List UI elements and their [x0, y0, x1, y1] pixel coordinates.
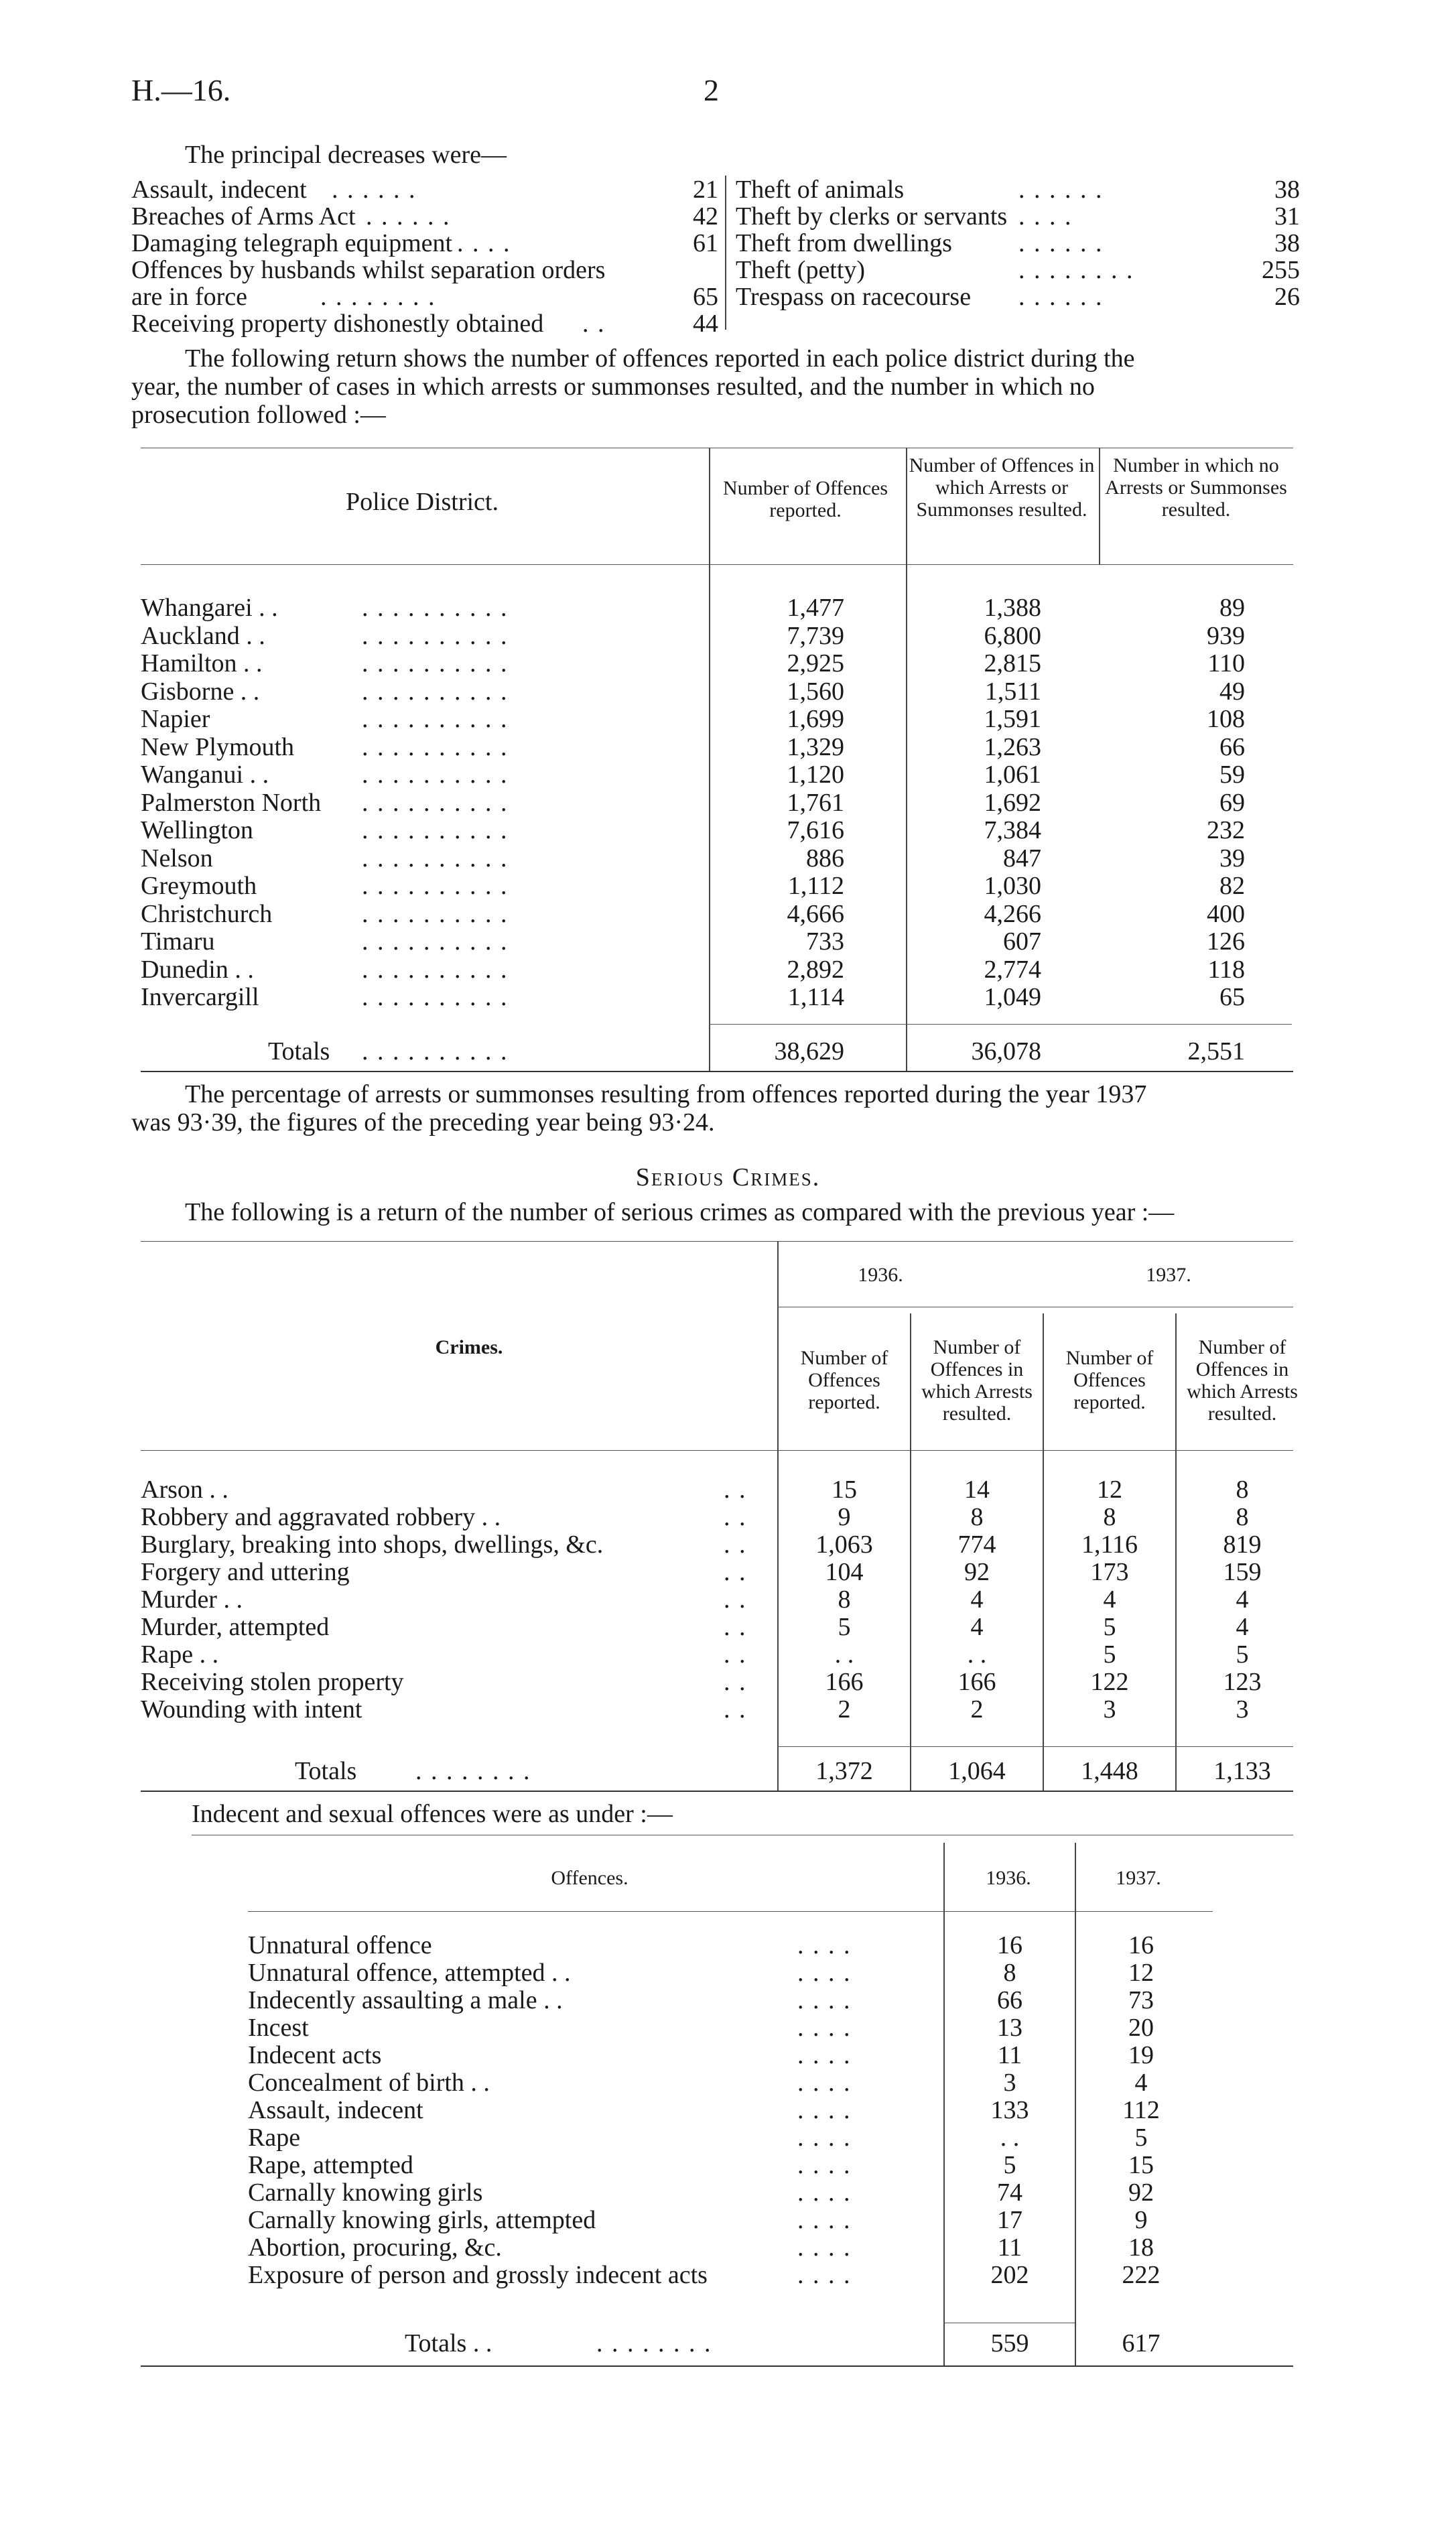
leader-dots: . . . . . . . .	[415, 1757, 531, 1785]
crime-name: Murder . .	[141, 1585, 243, 1614]
crime-name: Forgery and uttering	[141, 1558, 350, 1586]
decrease-value: 38	[1274, 176, 1300, 204]
total-1936: 559	[990, 2329, 1029, 2357]
totals-label: Totals . .	[405, 2329, 492, 2357]
offence-name: Rape	[248, 2124, 301, 2152]
offences-reported: 2,892	[787, 955, 844, 984]
district-name: Wanganui . .	[141, 761, 269, 789]
leader-dots: . . . . . . . . . .	[362, 732, 509, 761]
no-arrests: 118	[1207, 955, 1245, 984]
district-name: Auckland . .	[141, 621, 265, 650]
arrests-resulted: 2,774	[984, 955, 1041, 984]
col-header-reported: Number of Offences reported.	[722, 477, 888, 521]
leader-dots: . . . .	[797, 1931, 852, 1959]
crime-name: Burglary, breaking into shops, dwellings, &c.	[141, 1531, 604, 1559]
arrests-1936: 2	[970, 1695, 984, 1724]
offences-1936: 17	[997, 2206, 1022, 2234]
leader-dots: . . . . . . . . . .	[362, 844, 509, 872]
total-no-arrests: 2,551	[1187, 1037, 1245, 1065]
year-header-1936: 1936.	[858, 1264, 903, 1286]
col-header-arrests-1937: Number of Offences in which Arrests resulted.	[1187, 1336, 1298, 1425]
decrease-label: Breaches of Arms Act	[131, 202, 356, 231]
col-header-crimes: Crimes.	[435, 1336, 503, 1358]
totals-label: Totals	[268, 1037, 330, 1065]
page-number: 2	[704, 73, 719, 107]
no-arrests: 65	[1219, 983, 1245, 1011]
decrease-label: Damaging telegraph equipment	[131, 229, 453, 257]
district-name: Greymouth	[141, 872, 257, 900]
arrests-resulted: 1,061	[984, 761, 1041, 789]
offences-reported: 1,112	[787, 872, 844, 900]
table-rule	[141, 1450, 1293, 1451]
leader-dots: . . . . . . . .	[320, 283, 436, 311]
arrests-1937: 819	[1223, 1531, 1262, 1559]
total-arrests-1937: 1,133	[1213, 1757, 1271, 1785]
crime-name: Arson . .	[141, 1476, 228, 1504]
offences-reported: 1,560	[787, 677, 844, 706]
arrests-1937: 4	[1236, 1613, 1249, 1641]
offence-name: Rape, attempted	[248, 2151, 413, 2179]
offences-1936: 11	[997, 2041, 1022, 2069]
reported-1937: 12	[1097, 1476, 1122, 1504]
offence-name: Exposure of person and grossly indecent acts	[248, 2261, 708, 2289]
offence-name: Unnatural offence, attempted . .	[248, 1959, 571, 1987]
leader-dots: . .	[724, 1476, 747, 1504]
table-rule	[777, 1746, 1293, 1747]
leader-dots: . . . . . . . . . .	[362, 872, 509, 900]
arrests-1936: 4	[970, 1613, 984, 1641]
total-reported-1936: 1,372	[815, 1757, 873, 1785]
arrests-1936: 4	[970, 1585, 984, 1614]
decrease-label: Theft (petty)	[736, 256, 866, 284]
decrease-value: 38	[1274, 229, 1300, 257]
arrests-resulted: 1,511	[984, 677, 1041, 706]
decrease-label: Offences by husbands whilst separation orders	[131, 256, 606, 284]
total-reported-1937: 1,448	[1081, 1757, 1138, 1785]
offences-1936: 202	[990, 2261, 1029, 2289]
decrease-label: Theft from dwellings	[736, 229, 952, 257]
offences-reported: 1,120	[787, 761, 844, 789]
arrests-1937: 8	[1236, 1503, 1249, 1531]
reported-1937: 5	[1103, 1640, 1116, 1669]
offence-name: Indecent acts	[248, 2041, 382, 2069]
column-rule	[906, 448, 907, 1071]
col-header-district: Police District.	[346, 488, 499, 516]
decrease-value: 61	[693, 229, 718, 257]
reported-1936: . .	[834, 1640, 854, 1669]
offences-1937: 16	[1128, 1931, 1154, 1959]
leader-dots: . . . . . .	[1018, 283, 1104, 311]
arrests-1937: 159	[1223, 1558, 1262, 1586]
reported-1937: 3	[1103, 1695, 1116, 1724]
district-name: Hamilton . .	[141, 649, 263, 677]
offences-1936: 8	[1003, 1959, 1016, 1987]
offences-reported: 1,699	[787, 705, 844, 733]
decrease-label: are in force	[131, 283, 247, 311]
reported-1937: 4	[1103, 1585, 1116, 1614]
leader-dots: . . . . . .	[366, 202, 451, 231]
arrests-1936: 92	[964, 1558, 990, 1586]
arrests-1937: 3	[1236, 1695, 1249, 1724]
col-header-no-arrests: Number in which no Arrests or Summonses resulted.	[1105, 454, 1287, 521]
crime-name: Wounding with intent	[141, 1695, 362, 1724]
district-name: Napier	[141, 705, 210, 733]
district-name: Gisborne . .	[141, 677, 260, 706]
decrease-label: Theft by clerks or servants	[736, 202, 1008, 231]
leader-dots: . . . . . . . . . .	[362, 955, 509, 984]
para2-line1: The percentage of arrests or summonses resulting from offences reported during the year 1937	[185, 1080, 1147, 1108]
offences-1936: 5	[1003, 2151, 1016, 2179]
offences-1937: 19	[1128, 2041, 1154, 2069]
para1-line3: prosecution followed :—	[131, 401, 386, 429]
decreases-intro: The principal decreases were—	[185, 141, 507, 169]
offences-reported: 7,616	[787, 816, 844, 844]
col-header-1937: 1937.	[1116, 1867, 1161, 1889]
column-rule	[709, 448, 710, 1071]
leader-dots: . .	[724, 1558, 747, 1586]
no-arrests: 126	[1207, 927, 1245, 956]
reported-1936: 9	[838, 1503, 851, 1531]
leader-dots: . .	[724, 1613, 747, 1641]
leader-dots: . . . .	[797, 2261, 852, 2289]
indecent-intro: Indecent and sexual offences were as under :—	[192, 1800, 673, 1828]
leader-dots: . . . .	[797, 2014, 852, 2042]
totals-label: Totals	[295, 1757, 357, 1785]
district-name: Invercargill	[141, 983, 259, 1011]
arrests-1937: 8	[1236, 1476, 1249, 1504]
total-arrests-1936: 1,064	[948, 1757, 1006, 1785]
district-name: Wellington	[141, 816, 253, 844]
offence-name: Indecently assaulting a male . .	[248, 1986, 563, 2014]
offences-1936: 66	[997, 1986, 1022, 2014]
no-arrests: 59	[1219, 761, 1245, 789]
col-header-offences: Offences.	[551, 1867, 628, 1889]
table-rule	[141, 1241, 1293, 1242]
total-reported: 38,629	[774, 1037, 844, 1065]
table-rule	[141, 564, 1293, 565]
district-name: Whangarei . .	[141, 594, 278, 622]
offences-reported: 733	[806, 927, 844, 956]
no-arrests: 400	[1207, 899, 1245, 928]
serious-crimes-heading: Serious Crimes.	[635, 1163, 821, 1191]
leader-dots: . . . . . . . . . .	[362, 621, 509, 650]
total-1937: 617	[1122, 2329, 1161, 2357]
arrests-1937: 5	[1236, 1640, 1249, 1669]
leader-dots: . .	[724, 1668, 747, 1696]
leader-dots: . . . .	[797, 2069, 852, 2097]
offences-reported: 1,329	[787, 732, 844, 761]
total-arrests: 36,078	[971, 1037, 1041, 1065]
leader-dots: . . . .	[797, 2096, 852, 2124]
decrease-value: 26	[1274, 283, 1300, 311]
leader-dots: . . . . . .	[332, 176, 417, 204]
table-rule	[141, 1791, 1293, 1792]
offence-name: Abortion, procuring, &c.	[248, 2233, 502, 2262]
offences-1936: . .	[1000, 2124, 1020, 2152]
leader-dots: . . . . . . . . . .	[362, 1037, 509, 1065]
offences-1936: 16	[997, 1931, 1022, 1959]
para2-line2: was 93·39, the figures of the preceding year being 93·24.	[131, 1108, 715, 1136]
col-header-reported-1936: Number of Offences reported.	[800, 1347, 888, 1413]
offences-1937: 9	[1134, 2206, 1148, 2234]
leader-dots: . .	[724, 1585, 747, 1614]
decrease-label: Theft of animals	[736, 176, 905, 204]
district-name: Christchurch	[141, 899, 273, 928]
arrests-1936: 14	[964, 1476, 990, 1504]
leader-dots: . . . . . . . . . .	[362, 705, 509, 733]
arrests-1937: 4	[1236, 1585, 1249, 1614]
leader-dots: . .	[724, 1531, 747, 1559]
arrests-1936: 8	[970, 1503, 984, 1531]
arrests-resulted: 4,266	[984, 899, 1041, 928]
offences-reported: 7,739	[787, 621, 844, 650]
district-name: Timaru	[141, 927, 215, 956]
offence-name: Incest	[248, 2014, 309, 2042]
offences-reported: 4,666	[787, 899, 844, 928]
offence-name: Assault, indecent	[248, 2096, 423, 2124]
leader-dots: . . . .	[797, 2179, 852, 2207]
reported-1936: 15	[832, 1476, 857, 1504]
leader-dots: . .	[724, 1695, 747, 1724]
leader-dots: . . . . . . . . . .	[362, 899, 509, 928]
offence-name: Concealment of birth . .	[248, 2069, 490, 2097]
leader-dots: . . . .	[1018, 202, 1073, 231]
arrests-resulted: 7,384	[984, 816, 1041, 844]
reported-1936: 166	[825, 1668, 864, 1696]
decrease-value: 42	[693, 202, 718, 231]
decrease-value: 65	[693, 283, 718, 311]
district-name: Nelson	[141, 844, 213, 872]
column-rule	[1099, 448, 1100, 564]
offences-1937: 4	[1134, 2069, 1148, 2097]
leader-dots: . . . .	[797, 1959, 852, 1987]
decrease-value: 31	[1274, 202, 1300, 231]
offence-name: Unnatural offence	[248, 1931, 432, 1959]
decrease-value: 255	[1262, 256, 1300, 284]
col-header-arrests-1936: Number of Offences in which Arrests resulted.	[921, 1336, 1033, 1425]
leader-dots: . . . . . .	[1018, 229, 1104, 257]
crime-name: Receiving stolen property	[141, 1668, 404, 1696]
arrests-resulted: 1,591	[984, 705, 1041, 733]
arrests-1936: 774	[957, 1531, 996, 1559]
offences-1937: 92	[1128, 2179, 1154, 2207]
leader-dots: . . . .	[797, 2233, 852, 2262]
leader-dots: . . . . . . . . . .	[362, 788, 509, 817]
arrests-1936: . .	[967, 1640, 987, 1669]
no-arrests: 39	[1219, 844, 1245, 872]
offences-1937: 112	[1122, 2096, 1160, 2124]
no-arrests: 939	[1207, 621, 1245, 650]
reported-1937: 1,116	[1081, 1531, 1138, 1559]
para1-line2: year, the number of cases in which arrests or summonses resulted, and the number in which no	[131, 373, 1095, 401]
offences-1936: 3	[1003, 2069, 1016, 2097]
table-rule	[141, 2365, 1293, 2367]
reported-1936: 5	[838, 1613, 851, 1641]
leader-dots: . .	[724, 1503, 747, 1531]
table-rule	[141, 1071, 1293, 1072]
leader-dots: . . . .	[797, 2151, 852, 2179]
col-header-reported-1937: Number of Offences reported.	[1065, 1347, 1154, 1413]
leader-dots: . . . . . . . .	[596, 2329, 712, 2357]
reported-1936: 8	[838, 1585, 851, 1614]
no-arrests: 232	[1207, 816, 1245, 844]
col-header-arrests: Number of Offences in which Arrests or Summonses resulted.	[909, 454, 1095, 521]
leader-dots: . . . . . . . . . .	[362, 677, 509, 706]
arrests-1937: 123	[1223, 1668, 1262, 1696]
offence-name: Carnally knowing girls, attempted	[248, 2206, 596, 2234]
leader-dots: . . . . . . . . . .	[362, 594, 509, 622]
offences-1937: 20	[1128, 2014, 1154, 2042]
offences-1937: 5	[1134, 2124, 1148, 2152]
crime-name: Murder, attempted	[141, 1613, 330, 1641]
offences-reported: 1,477	[787, 594, 844, 622]
report-reference: H.—16.	[131, 73, 231, 107]
offences-1936: 11	[997, 2233, 1022, 2262]
arrests-resulted: 6,800	[984, 621, 1041, 650]
district-name: Dunedin . .	[141, 955, 254, 984]
no-arrests: 89	[1219, 594, 1245, 622]
district-name: Palmerston North	[141, 788, 322, 817]
year-header-1937: 1937.	[1146, 1264, 1191, 1286]
leader-dots: . . . .	[797, 2206, 852, 2234]
offences-reported: 1,761	[787, 788, 844, 817]
offences-1937: 222	[1122, 2261, 1161, 2289]
reported-1936: 2	[838, 1695, 851, 1724]
reported-1937: 8	[1103, 1503, 1116, 1531]
leader-dots: . . . . . . . . . .	[362, 927, 509, 956]
no-arrests: 108	[1207, 705, 1245, 733]
leader-dots: . . . . . . . .	[1018, 256, 1134, 284]
offences-1937: 15	[1128, 2151, 1154, 2179]
arrests-resulted: 1,388	[984, 594, 1041, 622]
offences-1937: 73	[1128, 1986, 1154, 2014]
no-arrests: 66	[1219, 732, 1245, 761]
reported-1937: 5	[1103, 1613, 1116, 1641]
offences-reported: 2,925	[787, 649, 844, 677]
leader-dots: . . . . . . . . . .	[362, 816, 509, 844]
arrests-resulted: 2,815	[984, 649, 1041, 677]
arrests-1936: 166	[957, 1668, 996, 1696]
offences-reported: 1,114	[787, 983, 844, 1011]
decrease-label: Trespass on racecourse	[736, 283, 972, 311]
no-arrests: 110	[1207, 649, 1245, 677]
decrease-label: Assault, indecent	[131, 176, 307, 204]
arrests-resulted: 1,263	[984, 732, 1041, 761]
leader-dots: . . . .	[797, 2041, 852, 2069]
arrests-resulted: 847	[1003, 844, 1041, 872]
leader-dots: . . . .	[797, 2124, 852, 2152]
offences-reported: 886	[806, 844, 844, 872]
leader-dots: . . . .	[457, 229, 511, 257]
leader-dots: . . . . . . . . . .	[362, 649, 509, 677]
no-arrests: 49	[1219, 677, 1245, 706]
offences-1936: 74	[997, 2179, 1022, 2207]
serious-crimes-intro: The following is a return of the number of serious crimes as compared with the previous year :—	[185, 1198, 1175, 1226]
arrests-resulted: 1,692	[984, 788, 1041, 817]
no-arrests: 69	[1219, 788, 1245, 817]
leader-dots: . .	[724, 1640, 747, 1669]
crime-name: Rape . .	[141, 1640, 219, 1669]
para1-line1: The following return shows the number of offences reported in each police district during the	[185, 344, 1135, 373]
crime-name: Robbery and aggravated robbery . .	[141, 1503, 501, 1531]
table-rule	[248, 1911, 1213, 1912]
offences-1936: 133	[990, 2096, 1029, 2124]
leader-dots: . .	[582, 310, 606, 338]
offence-name: Carnally knowing girls	[248, 2179, 483, 2207]
offences-1937: 12	[1128, 1959, 1154, 1987]
arrests-resulted: 607	[1003, 927, 1041, 956]
leader-dots: . . . . . .	[1018, 176, 1104, 204]
offences-1937: 18	[1128, 2233, 1154, 2262]
decreases-divider	[725, 176, 726, 330]
leader-dots: . . . . . . . . . .	[362, 983, 509, 1011]
reported-1937: 173	[1090, 1558, 1129, 1586]
decrease-value: 44	[693, 310, 718, 338]
reported-1936: 1,063	[815, 1531, 873, 1559]
decrease-label: Receiving property dishonestly obtained	[131, 310, 544, 338]
no-arrests: 82	[1219, 872, 1245, 900]
district-name: New Plymouth	[141, 732, 295, 761]
reported-1936: 104	[825, 1558, 864, 1586]
table-rule	[709, 1024, 1292, 1025]
leader-dots: . . . . . . . . . .	[362, 761, 509, 789]
col-header-1936: 1936.	[986, 1867, 1031, 1889]
arrests-resulted: 1,049	[984, 983, 1041, 1011]
offences-1936: 13	[997, 2014, 1022, 2042]
decrease-value: 21	[693, 176, 718, 204]
leader-dots: . . . .	[797, 1986, 852, 2014]
reported-1937: 122	[1090, 1668, 1129, 1696]
arrests-resulted: 1,030	[984, 872, 1041, 900]
